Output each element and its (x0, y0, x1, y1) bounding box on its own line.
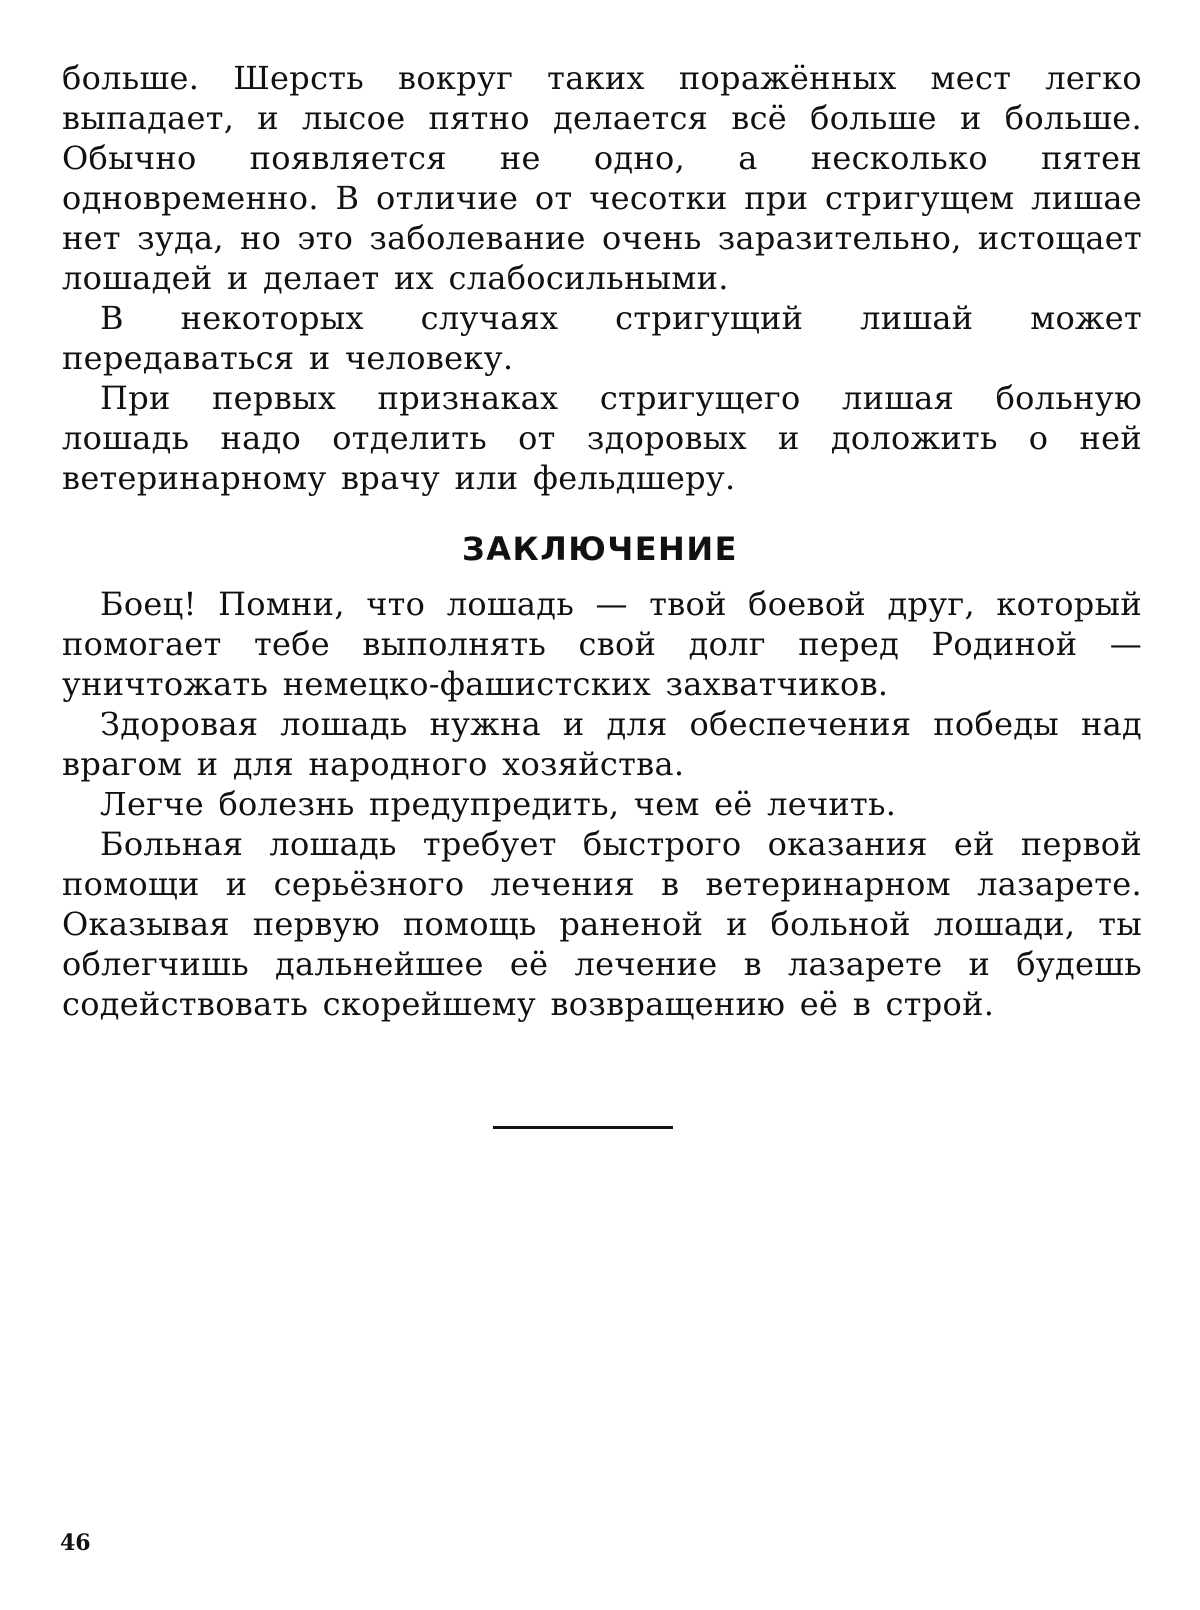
paragraph-continued: больше. Шерсть вокруг таких поражённых мест легко выпадает, и лысое пятно делается всё больше и больше. Обычно появляется не одно, а несколько пятен одновременно. В отличие от чесотки при стригущем лишае нет зуда, но это заболевание очень заразительно, истощает лошадей и делает их слабосильными. (62, 59, 1142, 297)
body-text-conclusion (62, 584, 1142, 1024)
section-heading: ЗАКЛЮЧЕНИЕ (462, 530, 738, 568)
paragraph: Здоровая лошадь нужна и для обеспечения победы над врагом и для народного хозяйства. (62, 705, 1142, 783)
paragraph: Больная лошадь требует быстрого оказания ей первой помощи и серьёзного лечения в ветеринарном лазарете. Оказывая первую помощь раненой и больной лошади, ты облегчишь дальнейшее её лечение в лазарете и будешь содействовать скорейшему возвращению её в строй. (62, 825, 1142, 1023)
paragraph: При первых признаках стригущего лишая больную лошадь надо отделить от здоровых и доложить о ней ветеринарному врачу или фельдшеру. (62, 379, 1142, 497)
body-text-top (62, 58, 1142, 498)
page-number: 46 (60, 1530, 91, 1556)
end-divider (493, 1126, 673, 1129)
paragraph: Боец! Помни, что лошадь — твой боевой друг, который помогает тебе выполнять свой долг перед Родиной — уничтожать немецко-фашистских захватчиков. (62, 585, 1142, 703)
paragraph: Легче болезнь предупредить, чем её лечить. (100, 785, 897, 823)
paragraph: В некоторых случаях стригущий лишай может передаваться и человеку. (62, 299, 1142, 377)
